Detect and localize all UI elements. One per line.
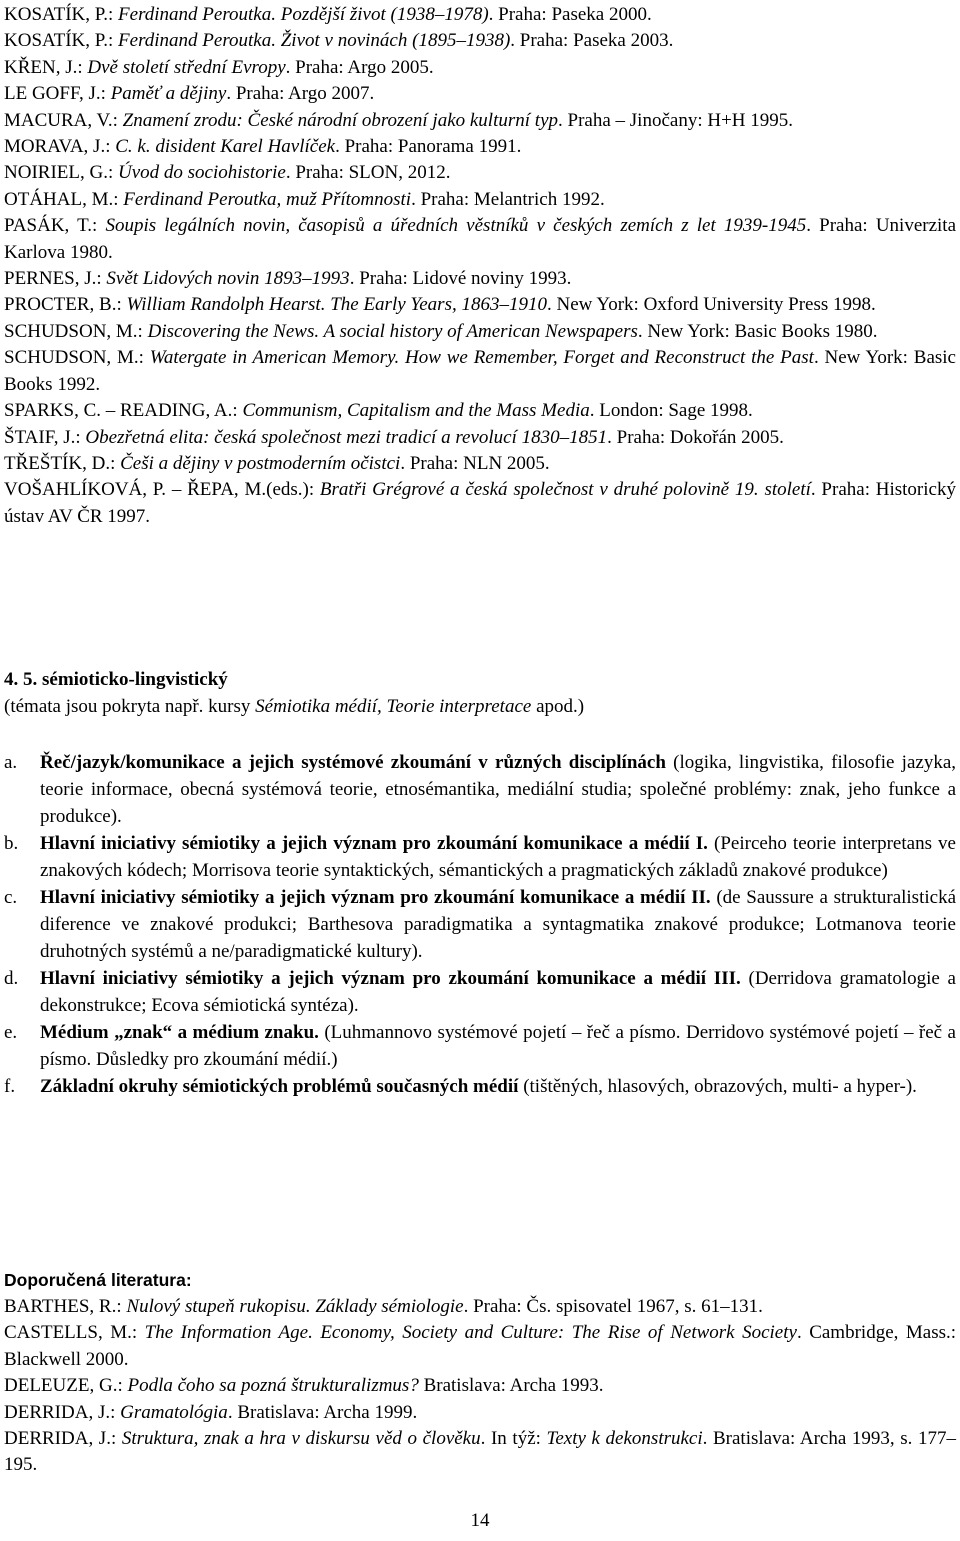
- reference-title: Ferdinand Peroutka, muž Přítomnosti: [123, 188, 412, 210]
- section-note: [4, 694, 584, 720]
- reference-entry: [4, 213, 956, 266]
- topic-letter: e.: [4, 1022, 18, 1043]
- reference-entry: [4, 134, 956, 160]
- topic-title: Hlavní iniciativy sémiotiky a jejich význam pro zkoumání komunikace a médií I.: [40, 833, 708, 854]
- reference-author: PASÁK, T.:: [4, 215, 106, 237]
- reference-entry: [4, 266, 956, 292]
- literature-author: DERRIDA, J.:: [4, 1401, 121, 1423]
- literature-entry: [4, 1320, 956, 1373]
- reference-entry: [4, 28, 956, 54]
- literature-publisher: . Cambridge, Mass.: Blackwell 2000.: [4, 1322, 957, 1370]
- section-heading: 4. 5. sémioticko-lingvistický: [4, 669, 228, 690]
- topic-item: [4, 1019, 956, 1073]
- reference-title: Communism, Capitalism and the Mass Media: [242, 400, 590, 422]
- reference-entry: [4, 319, 956, 345]
- reference-publisher: . Praha: Dokořán 2005.: [607, 426, 784, 448]
- reference-author: KOSATÍK, P.:: [4, 4, 119, 25]
- literature-title: Struktura, znak a hra v diskursu věd o člověku: [121, 1428, 481, 1450]
- reference-publisher: . New York: Basic Books 1992.: [4, 347, 956, 395]
- topic-description: (de Saussure a strukturalistická diference ve znakové produkci; Barthesova paradigmatika a syntagmatika znakové produkce; Lotmanova teorie druhotných systémů a ne/paradigmatické kultury).: [40, 887, 956, 962]
- section-note-end: apod.): [531, 696, 585, 717]
- reference-publisher: . Praha: Univerzita Karlova 1980.: [4, 215, 957, 263]
- reference-publisher: . Praha: Argo 2005.: [285, 56, 434, 78]
- topic-item: [4, 965, 956, 1019]
- reference-publisher: . New York: Oxford University Press 1998.: [546, 294, 876, 316]
- literature-title: Gramatológia: [120, 1401, 228, 1423]
- reference-publisher: . London: Sage 1998.: [589, 400, 753, 422]
- section-note-courses: Sémiotika médií, Teorie interpretace: [255, 696, 532, 717]
- literature-author: CASTELLS, M.:: [4, 1322, 145, 1344]
- topic-item: [4, 749, 956, 830]
- reference-title: C. k. disident Karel Havlíček: [115, 136, 336, 158]
- reference-entry: [4, 55, 956, 81]
- reference-author: ŠTAIF, J.:: [4, 426, 86, 448]
- topic-body: [40, 1073, 956, 1100]
- literature-publisher: . In týž:: [480, 1428, 547, 1450]
- reference-author: NOIRIEL, G.:: [4, 162, 118, 184]
- topic-description: (logika, lingvistika, filosofie jazyka, teorie informace, obecná systémová teorie, etnosémantika, mediální studia; společné problémy: znak, jeho funkce a produkce).: [40, 752, 956, 827]
- topic-title: Hlavní iniciativy sémiotiky a jejich význam pro zkoumání komunikace a médií III.: [40, 968, 741, 989]
- literature-title: Nulový stupeň rukopisu. Základy sémiologie: [126, 1296, 464, 1317]
- literature-publisher-2: . Bratislava: Archa 1993, s. 177–195.: [4, 1428, 956, 1476]
- reference-entry: [4, 292, 956, 318]
- reference-title: Bratři Grégrové a česká společnost v druhé polovině 19. století: [319, 479, 811, 501]
- literature-title: The Information Age. Economy, Society and Culture: The Rise of Network Society: [144, 1322, 797, 1344]
- literature-author: DELEUZE, G.:: [4, 1375, 128, 1397]
- reference-list: [4, 2, 956, 530]
- reference-author: OTÁHAL, M.:: [4, 188, 124, 210]
- reference-publisher: . Praha: Paseka 2000.: [488, 4, 652, 25]
- topic-title: Médium „znak“ a médium znaku.: [40, 1022, 319, 1043]
- page-number: 14: [470, 1510, 490, 1531]
- reference-publisher: . Praha – Jinočany: H+H 1995.: [558, 109, 794, 131]
- literature-list: [4, 1294, 956, 1479]
- topic-title: Řeč/jazyk/komunikace a jejich systémové zkoumání v různých disciplínách: [40, 752, 666, 773]
- reference-author: TŘEŠTÍK, D.:: [4, 452, 121, 474]
- topic-title: Hlavní iniciativy sémiotiky a jejich význam pro zkoumání komunikace a médií II.: [40, 887, 711, 908]
- reference-entry: [4, 477, 956, 530]
- topic-body: [40, 749, 956, 830]
- reference-author: MACURA, V.:: [4, 109, 123, 131]
- topic-body: [40, 1019, 956, 1073]
- topic-description: (Luhmannovo systémové pojetí – řeč a písmo. Derridovo systémové pojetí – řeč a písmo. Důsledky pro zkoumání médií.): [40, 1022, 956, 1070]
- reference-entry: [4, 398, 956, 424]
- reference-entry: [4, 81, 956, 107]
- literature-entry: [4, 1400, 956, 1426]
- topic-body: [40, 884, 956, 965]
- topic-item: [4, 830, 956, 884]
- reference-publisher: . Praha: Paseka 2003.: [510, 30, 674, 52]
- reference-author: LE GOFF, J.:: [4, 83, 111, 105]
- literature-author: DERRIDA, J.:: [4, 1428, 122, 1450]
- reference-author: KŘEN, J.:: [4, 56, 88, 78]
- reference-title: Discovering the News. A social history of American Newspapers: [147, 320, 638, 342]
- reference-entry: [4, 108, 956, 134]
- reference-author: MORAVA, J.:: [4, 136, 116, 158]
- topic-description: (tištěných, hlasových, obrazových, multi- a hyper-).: [518, 1076, 917, 1097]
- literature-entry: [4, 1373, 956, 1399]
- reference-publisher: . Praha: Argo 2007.: [226, 83, 375, 105]
- literature-title: Podla čoho sa pozná štrukturalizmus?: [127, 1375, 419, 1397]
- reference-entry: [4, 187, 956, 213]
- topic-body: [40, 965, 956, 1019]
- reference-publisher: . Praha: SLON, 2012.: [285, 162, 451, 184]
- reference-title: William Randolph Hearst. The Early Years, 1863–1910: [126, 294, 547, 316]
- reference-publisher: . Praha: NLN 2005.: [400, 452, 550, 474]
- reference-title: Úvod do sociohistorie: [117, 162, 286, 184]
- topic-title: Základní okruhy sémiotických problémů současných médií: [40, 1076, 519, 1097]
- reference-entry: [4, 2, 956, 28]
- literature-publisher: Bratislava: Archa 1993.: [418, 1375, 604, 1397]
- reference-title: Soupis legálních novin, časopisů a úředních věstníků v českých zemích z let 1939-1945: [105, 215, 807, 237]
- reference-publisher: . Praha: Historický ústav AV ČR 1997.: [4, 479, 956, 527]
- topic-description: (Peirceho teorie interpretans ve znakových kódech; Morrisova teorie syntaktických, sémantických a pragmatických základů znakové produkce): [40, 833, 956, 881]
- literature-entry: [4, 1294, 956, 1320]
- reference-author: PROCTER, B.:: [4, 294, 127, 316]
- section-note-text: (témata jsou pokryta např. kursy: [4, 696, 256, 717]
- topic-letter: a.: [4, 752, 18, 773]
- reference-publisher: . New York: Basic Books 1980.: [637, 320, 878, 342]
- reference-author: KOSATÍK, P.:: [4, 30, 119, 52]
- reference-title: Znamení zrodu: České národní obrození jako kulturní typ: [122, 109, 559, 131]
- reference-author: SCHUDSON, M.:: [4, 347, 150, 369]
- reference-title: Watergate in American Memory. How we Remember, Forget and Reconstruct the Past: [149, 347, 814, 369]
- topic-body: [40, 830, 956, 884]
- literature-entry: [4, 1426, 956, 1479]
- reference-title: Obezřetná elita: česká společnost mezi tradicí a revolucí 1830–1851: [85, 426, 608, 448]
- topic-letter: b.: [4, 833, 19, 854]
- reference-title: Ferdinand Peroutka. Život v novinách (1895–1938): [118, 30, 511, 52]
- topic-item: [4, 884, 956, 965]
- reference-entry: [4, 425, 956, 451]
- reference-author: VOŠAHLÍKOVÁ, P. – ŘEPA, M.(eds.):: [4, 479, 320, 501]
- reference-entry: [4, 160, 956, 186]
- reference-author: SCHUDSON, M.:: [4, 320, 148, 342]
- topic-letter: c.: [4, 887, 18, 908]
- reference-author: SPARKS, C. – READING, A.:: [4, 400, 243, 422]
- topic-list: [4, 749, 956, 1100]
- literature-publisher: . Praha: Čs. spisovatel 1967, s. 61–131.: [463, 1296, 763, 1317]
- literature-publisher: . Bratislava: Archa 1999.: [227, 1401, 418, 1423]
- reference-entry: [4, 451, 956, 477]
- topic-letter: f.: [4, 1076, 16, 1097]
- reference-title: Svět Lidových novin 1893–1993: [106, 268, 350, 290]
- topic-letter: d.: [4, 968, 19, 989]
- reference-title: Paměť a dějiny: [110, 83, 227, 105]
- literature-author: BARTHES, R.:: [4, 1296, 127, 1317]
- reference-title: Dvě století střední Evropy: [87, 56, 286, 78]
- topic-description: (Derridova gramatologie a dekonstrukce; Ecova sémiotická syntéza).: [40, 968, 956, 1016]
- reference-entry: [4, 345, 956, 398]
- reference-publisher: . Praha: Panorama 1991.: [335, 136, 522, 158]
- reference-publisher: . Praha: Lidové noviny 1993.: [349, 268, 572, 290]
- reference-title: Ferdinand Peroutka. Pozdější život (1938–1978): [118, 4, 489, 25]
- literature-title-2: Texty k dekonstrukci: [546, 1428, 703, 1450]
- literature-heading: Doporučená literatura:: [4, 1270, 192, 1290]
- reference-title: Češi a dějiny v postmoderním očistci: [120, 452, 401, 474]
- reference-publisher: . Praha: Melantrich 1992.: [411, 188, 605, 210]
- reference-author: PERNES, J.:: [4, 268, 107, 290]
- topic-item: [4, 1073, 956, 1100]
